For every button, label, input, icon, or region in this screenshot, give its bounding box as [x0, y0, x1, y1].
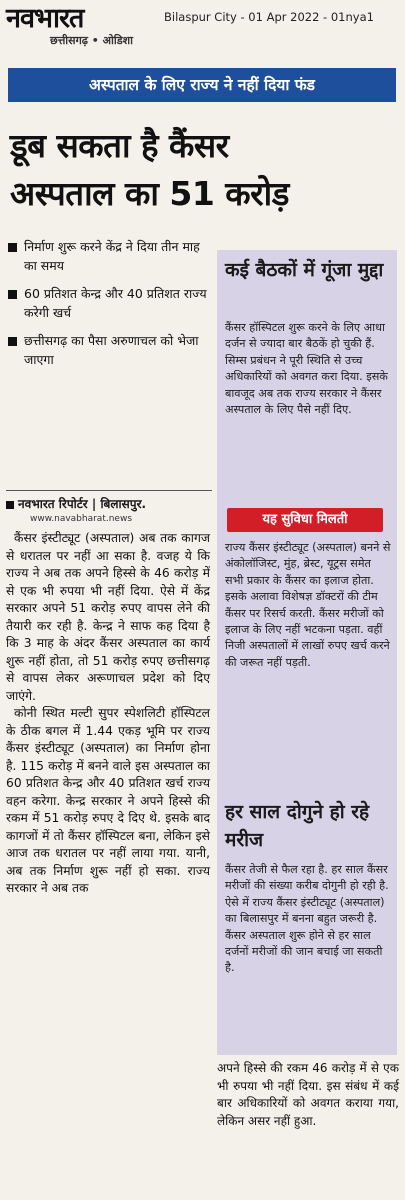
article-paragraph: कोनी स्थित मल्टी सुपर स्पेशलिटी हॉस्पिटल के ठीक बगल में 1.44 एकड़ भूमि पर राज्य कैंसर इंस्टीट्यूट (अस्पताल) का निर्माण होना है. 115 करोड़ में बनने वाले इस अस्पताल का 60 प्रतिशत केन्द्र और 40 प्रतिशत खर्च राज्य वहन करेगा. केन्द्र सरकार ने अपने हिस्से की रकम में 51 करोड़ रुपए दे दिए थे. इसके बाद कागजों में तो कैंसर हॉस्पिटल बना, लेकिन इसे आज तक धरातल पर नहीं लाया गया. यानी, अब तक निर्माण शुरू नहीं हो सका. राज्य सरकार ने अब तक [6, 706, 210, 895]
website-url: www.navabharat.news [30, 514, 133, 524]
headline-line-2: अस्पताल का 51 करोड़ [10, 174, 289, 213]
highlight-text: छत्तीसगढ़ का पैसा अरुणाचल को भेजा जाएगा [24, 333, 199, 367]
square-bullet-icon [8, 290, 17, 299]
sidebar-text-facility: राज्य कैंसर इंस्टीट्यूट (अस्पताल) बनने से अंकोलॉजिस्ट, मुंह, ब्रेस्ट, यूट्रस समेत सभी प्रकार के कैंसर का इलाज होता. इसके अलावा विशेषज्ञ डॉक्टरों की टीम कैंसर पर रिसर्च करती. कैंसर मरीजों को इलाज के लिए नहीं भटकना पड़ता. वहीं निजी अस्पतालों में लाखों रुपए खर्च करने की जरूत नहीं पड़ती. [225, 541, 391, 669]
highlight-text: निर्माण शुरू करने केंद्र ने दिया तीन माह का समय [24, 239, 200, 273]
article-body-right: अपने हिस्से की रकम 46 करोड़ में से एक भी रुपया भी नहीं दिया. इस संबंध में कई बार अधिकारियों को अवगत कराया गया, लेकिन असर नहीं हुआ. [217, 1061, 399, 1128]
sidebar-title-patients: हर साल दोगुने हो रहे मरीज [225, 801, 370, 851]
sidebar-title-meetings: कई बैठकों में गूंजा मुद्दा [225, 259, 384, 281]
byline: नवभारत रिपोर्टर | बिलासपुर. [6, 490, 212, 512]
edition-line: Bilaspur City - 01 Apr 2022 - 01nya1 [164, 10, 374, 24]
masthead [0, 0, 405, 60]
article-paragraph: कैंसर इंस्टीट्यूट (अस्पताल) अब तक कागज से धरातल पर नहीं आ सका है. वजह ये कि राज्य ने अब तक अपने हिस्से के 46 करोड़ में से एक भी रुपया भी नहीं दिया. ऐसे में केंद्र सरकार अपने 51 करोड़ रुपए वापस लेने की तैयारी कर रही है. केन्द्र ने साफ कह दिया है कि 3 माह के अंदर कैंसर अस्पताल का कार्य शुरू नहीं होता, तो 51 करोड़ रुपए छत्तीसगढ़ से वापस लेकर अरूणाचल प्रदेश को दिए जाएंगे. [6, 531, 210, 703]
reporter-name: नवभारत रिपोर्टर [18, 497, 88, 511]
facility-tag-label: यह सुविधा मिलती [227, 508, 383, 532]
article-body-left [6, 530, 210, 898]
highlight-item [6, 238, 212, 275]
highlight-text: 60 प्रतिशत केन्द्र और 40 प्रतिशत राज्य करेगी खर्च [24, 286, 207, 320]
highlights-list [6, 238, 212, 380]
dateline-location: बिलासपुर. [100, 497, 147, 511]
logo-subtitle: छत्तीसगढ़ • ओडिशा [50, 34, 133, 47]
sidebar-box [217, 250, 397, 1055]
highlight-item [6, 285, 212, 322]
kicker-banner: अस्पताल के लिए राज्य ने नहीं दिया फंड [8, 68, 396, 102]
square-bullet-icon [8, 337, 17, 346]
highlight-item [6, 332, 212, 369]
sidebar-text-patients: कैंसर तेजी से फैल रहा है. हर साल कैंसर मरीजों की संख्या करीब दोगुनी हो रही है. ऐसे में राज्य कैंसर इंस्टीट्यूट (अस्पताल) का बिलासपुर में बनना बहुत जरूरी है. कैंसर अस्पताल शुरू होने से हर साल दर्जनों मरीजों की जान बचाई जा सकती है. [225, 863, 389, 975]
headline [10, 122, 400, 218]
sidebar-text-meetings: कैंसर हॉस्पिटल शुरू करने के लिए आधा दर्जन से ज्यादा बार बैठकें हो चुकी हैं. सिम्स प्रबंधन ने पूरी स्थिति से उच्च अधिकारियों को अवगत करा दिया. इसके बावजूद अब तक राज्य सरकार ने कैंसर अस्पताल के लिए पैसे नहीं दिए. [225, 321, 388, 417]
square-bullet-icon [8, 243, 17, 252]
headline-line-1: डूब सकता है कैंसर [10, 126, 229, 165]
square-bullet-icon [6, 501, 14, 509]
newspaper-logo [6, 4, 133, 47]
logo-text: नवभारत [6, 3, 84, 34]
